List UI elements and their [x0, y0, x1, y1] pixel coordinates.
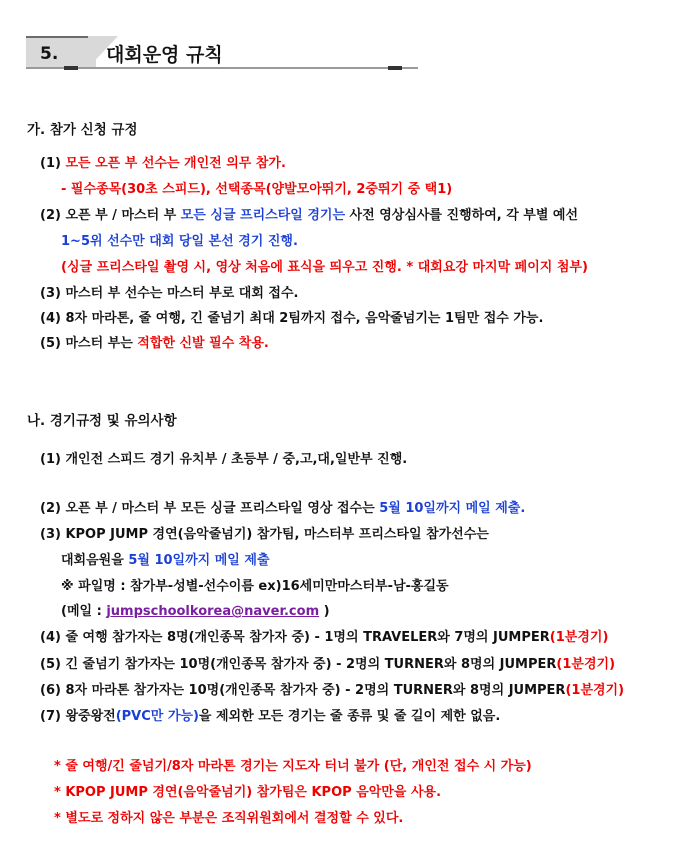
note-2: * KPOP JUMP 경연(음악줄넘기) 참가팀은 KPOP 음악만을 사용.: [54, 785, 442, 800]
section-header: [26, 34, 418, 72]
rule-a-2-note: (싱글 프리스타일 촬영 시, 영상 처음에 표식을 띄우고 진행. * 대회요강 마지막 페이지 첨부): [61, 260, 588, 275]
header-underline: [26, 67, 418, 69]
note-3: * 별도로 정하지 않은 부분은 조직위원회에서 결정할 수 있다.: [54, 811, 404, 826]
rule-b-3-cont: 대회음원을 5월 10일까지 메일 제출: [61, 553, 270, 568]
rule-a-5: (5) 마스터 부는 적합한 신발 필수 착용.: [40, 336, 269, 351]
rule-b-6: (6) 8자 마라톤 참가자는 10명(개인종목 참가자 중) - 2명의 TURNER와 8명의 JUMPER(1분경기): [40, 683, 625, 698]
rule-b-3: (3) KPOP JUMP 경연(음악줄넘기) 참가팀, 마스터부 프리스타일 참가선수는: [40, 527, 489, 542]
header-tick-right: [388, 66, 402, 70]
header-number-box: [26, 36, 96, 68]
section-b-title: 나. 경기규정 및 유의사항: [27, 413, 177, 429]
rule-a-2-cont: 1~5위 선수만 대회 당일 본선 경기 진행.: [61, 234, 298, 249]
rule-b-1: (1) 개인전 스피드 경기 유치부 / 초등부 / 중,고,대,일반부 진행.: [40, 452, 408, 467]
rule-a-1: (1) 모든 오픈 부 선수는 개인전 의무 참가.: [40, 156, 286, 171]
rule-b-7: (7) 왕중왕전(PVC만 가능)을 제외한 모든 경기는 줄 종류 및 줄 길이 제한 없음.: [40, 709, 501, 724]
rule-b-3-email: (메일 : jumpschoolkorea@naver.com ): [61, 604, 330, 619]
rule-b-2: (2) 오픈 부 / 마스터 부 모든 싱글 프리스타일 영상 접수는 5월 10일까지 메일 제출.: [40, 501, 526, 516]
rule-a-3: (3) 마스터 부 선수는 마스터 부로 대회 접수.: [40, 286, 299, 301]
header-number: 5.: [40, 44, 59, 64]
rule-b-4: (4) 줄 여행 참가자는 8명(개인종목 참가자 중) - 1명의 TRAVELER와 7명의 JUMPER(1분경기): [40, 630, 609, 645]
section-a-title: 가. 참가 신청 규정: [27, 122, 138, 138]
header-title: 대회운영 규칙: [106, 44, 223, 66]
email-link[interactable]: jumpschoolkorea@naver.com: [106, 604, 320, 619]
rule-b-3-filename: ※ 파일명 : 참가부-성별-선수이름 ex)16세미만마스터부-남-홍길동: [61, 579, 449, 594]
rule-a-2: (2) 오픈 부 / 마스터 부 모든 싱글 프리스타일 경기는 사전 영상심사를 진행하여, 각 부별 예선: [40, 208, 579, 223]
note-1: * 줄 여행/긴 줄넘기/8자 마라톤 경기는 지도자 터너 불가 (단, 개인전 접수 시 가능): [54, 759, 532, 774]
rule-a-4: (4) 8자 마라톤, 줄 여행, 긴 줄넘기 최대 2팀까지 접수, 음악줄넘기는 1팀만 접수 가능.: [40, 311, 544, 326]
rule-b-5: (5) 긴 줄넘기 참가자는 10명(개인종목 참가자 중) - 2명의 TURNER와 8명의 JUMPER(1분경기): [40, 657, 616, 672]
rule-a-1-detail: - 필수종목(30초 스피드), 선택종목(양발모아뛰기, 2중뛰기 중 택1): [61, 182, 453, 197]
header-tick-left: [64, 66, 78, 70]
